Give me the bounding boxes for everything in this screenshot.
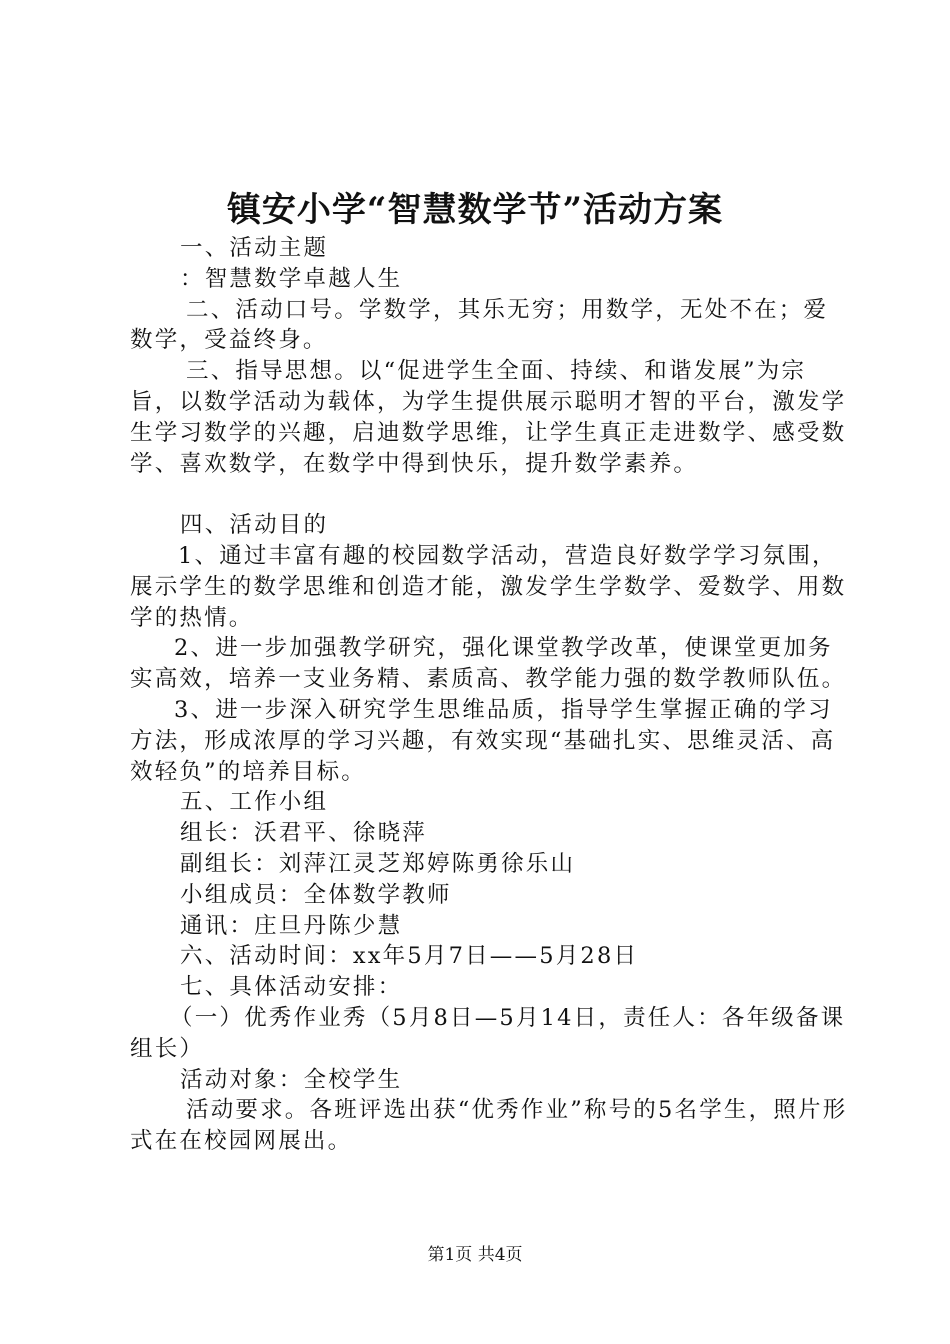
arrangement-item-homework: （一）优秀作业秀（5月8日—5月14日，责任人：各年级备课组长） [130, 1004, 846, 1062]
group-deputy-leader: 副组长：刘萍江灵芝郑婷陈勇徐乐山 [180, 850, 576, 877]
goal-item: 2、进一步加强教学研究，强化课堂教学改革，使课堂更加务实高效，培养一支业务精、素质高、教学能力强的数学教师队伍。 [130, 635, 847, 693]
section-activity-time: 六、活动时间：xx年5月7日——5月28日 [180, 943, 639, 970]
section-slogan: 二、活动口号。学数学，其乐无穷；用数学，无处不在；爱数学，受益终身。 [130, 296, 829, 354]
blank-line [130, 479, 850, 510]
section-heading-group: 五、工作小组 [180, 789, 329, 816]
goal-item: 3、进一步深入研究学生思维品质，指导学生掌握正确的学习方法，形成浓厚的学习兴趣，有效实现“基础扎实、思维灵活、高效轻负”的培养目标。 [130, 696, 836, 785]
section-heading-theme: 一、活动主题 [180, 235, 329, 261]
document-title: 镇安小学“智慧数学节”活动方案 [226, 190, 724, 230]
goal-item: 1、通过丰富有趣的校园数学活动，营造良好数学学习氛围，展示学生的数学思维和创造才能，激发学生学数学、爱数学、用数学的热情。 [130, 542, 847, 631]
section-guiding-idea: 三、指导思想。以“促进学生全面、持续、和谐发展”为宗旨，以数学活动为载体，为学生提供展示聪明才智的平台，激发学生学习数学的兴趣，启迪数学思维，让学生真正走进数学、感受数学、喜欢数学，在数学中得到快乐，提升数学素养。 [130, 358, 847, 477]
page-footer: 第1页 共4页 [427, 1245, 523, 1265]
section-heading-arrangement: 七、具体活动安排： [180, 974, 403, 1001]
theme-text: ：智慧数学卓越人生 [180, 265, 403, 292]
activity-target: 活动对象：全校学生 [180, 1066, 403, 1093]
section-heading-goals: 四、活动目的 [180, 512, 329, 539]
group-leader: 组长：沃君平、徐晓萍 [180, 820, 428, 847]
group-members: 小组成员：全体数学教师 [180, 881, 452, 908]
document-body [130, 233, 850, 1157]
activity-requirement: 活动要求。各班评选出获“优秀作业”称号的5名学生，照片形式在在校园网展出。 [130, 1097, 848, 1155]
group-correspondent: 通讯：庄旦丹陈少慧 [180, 912, 403, 939]
